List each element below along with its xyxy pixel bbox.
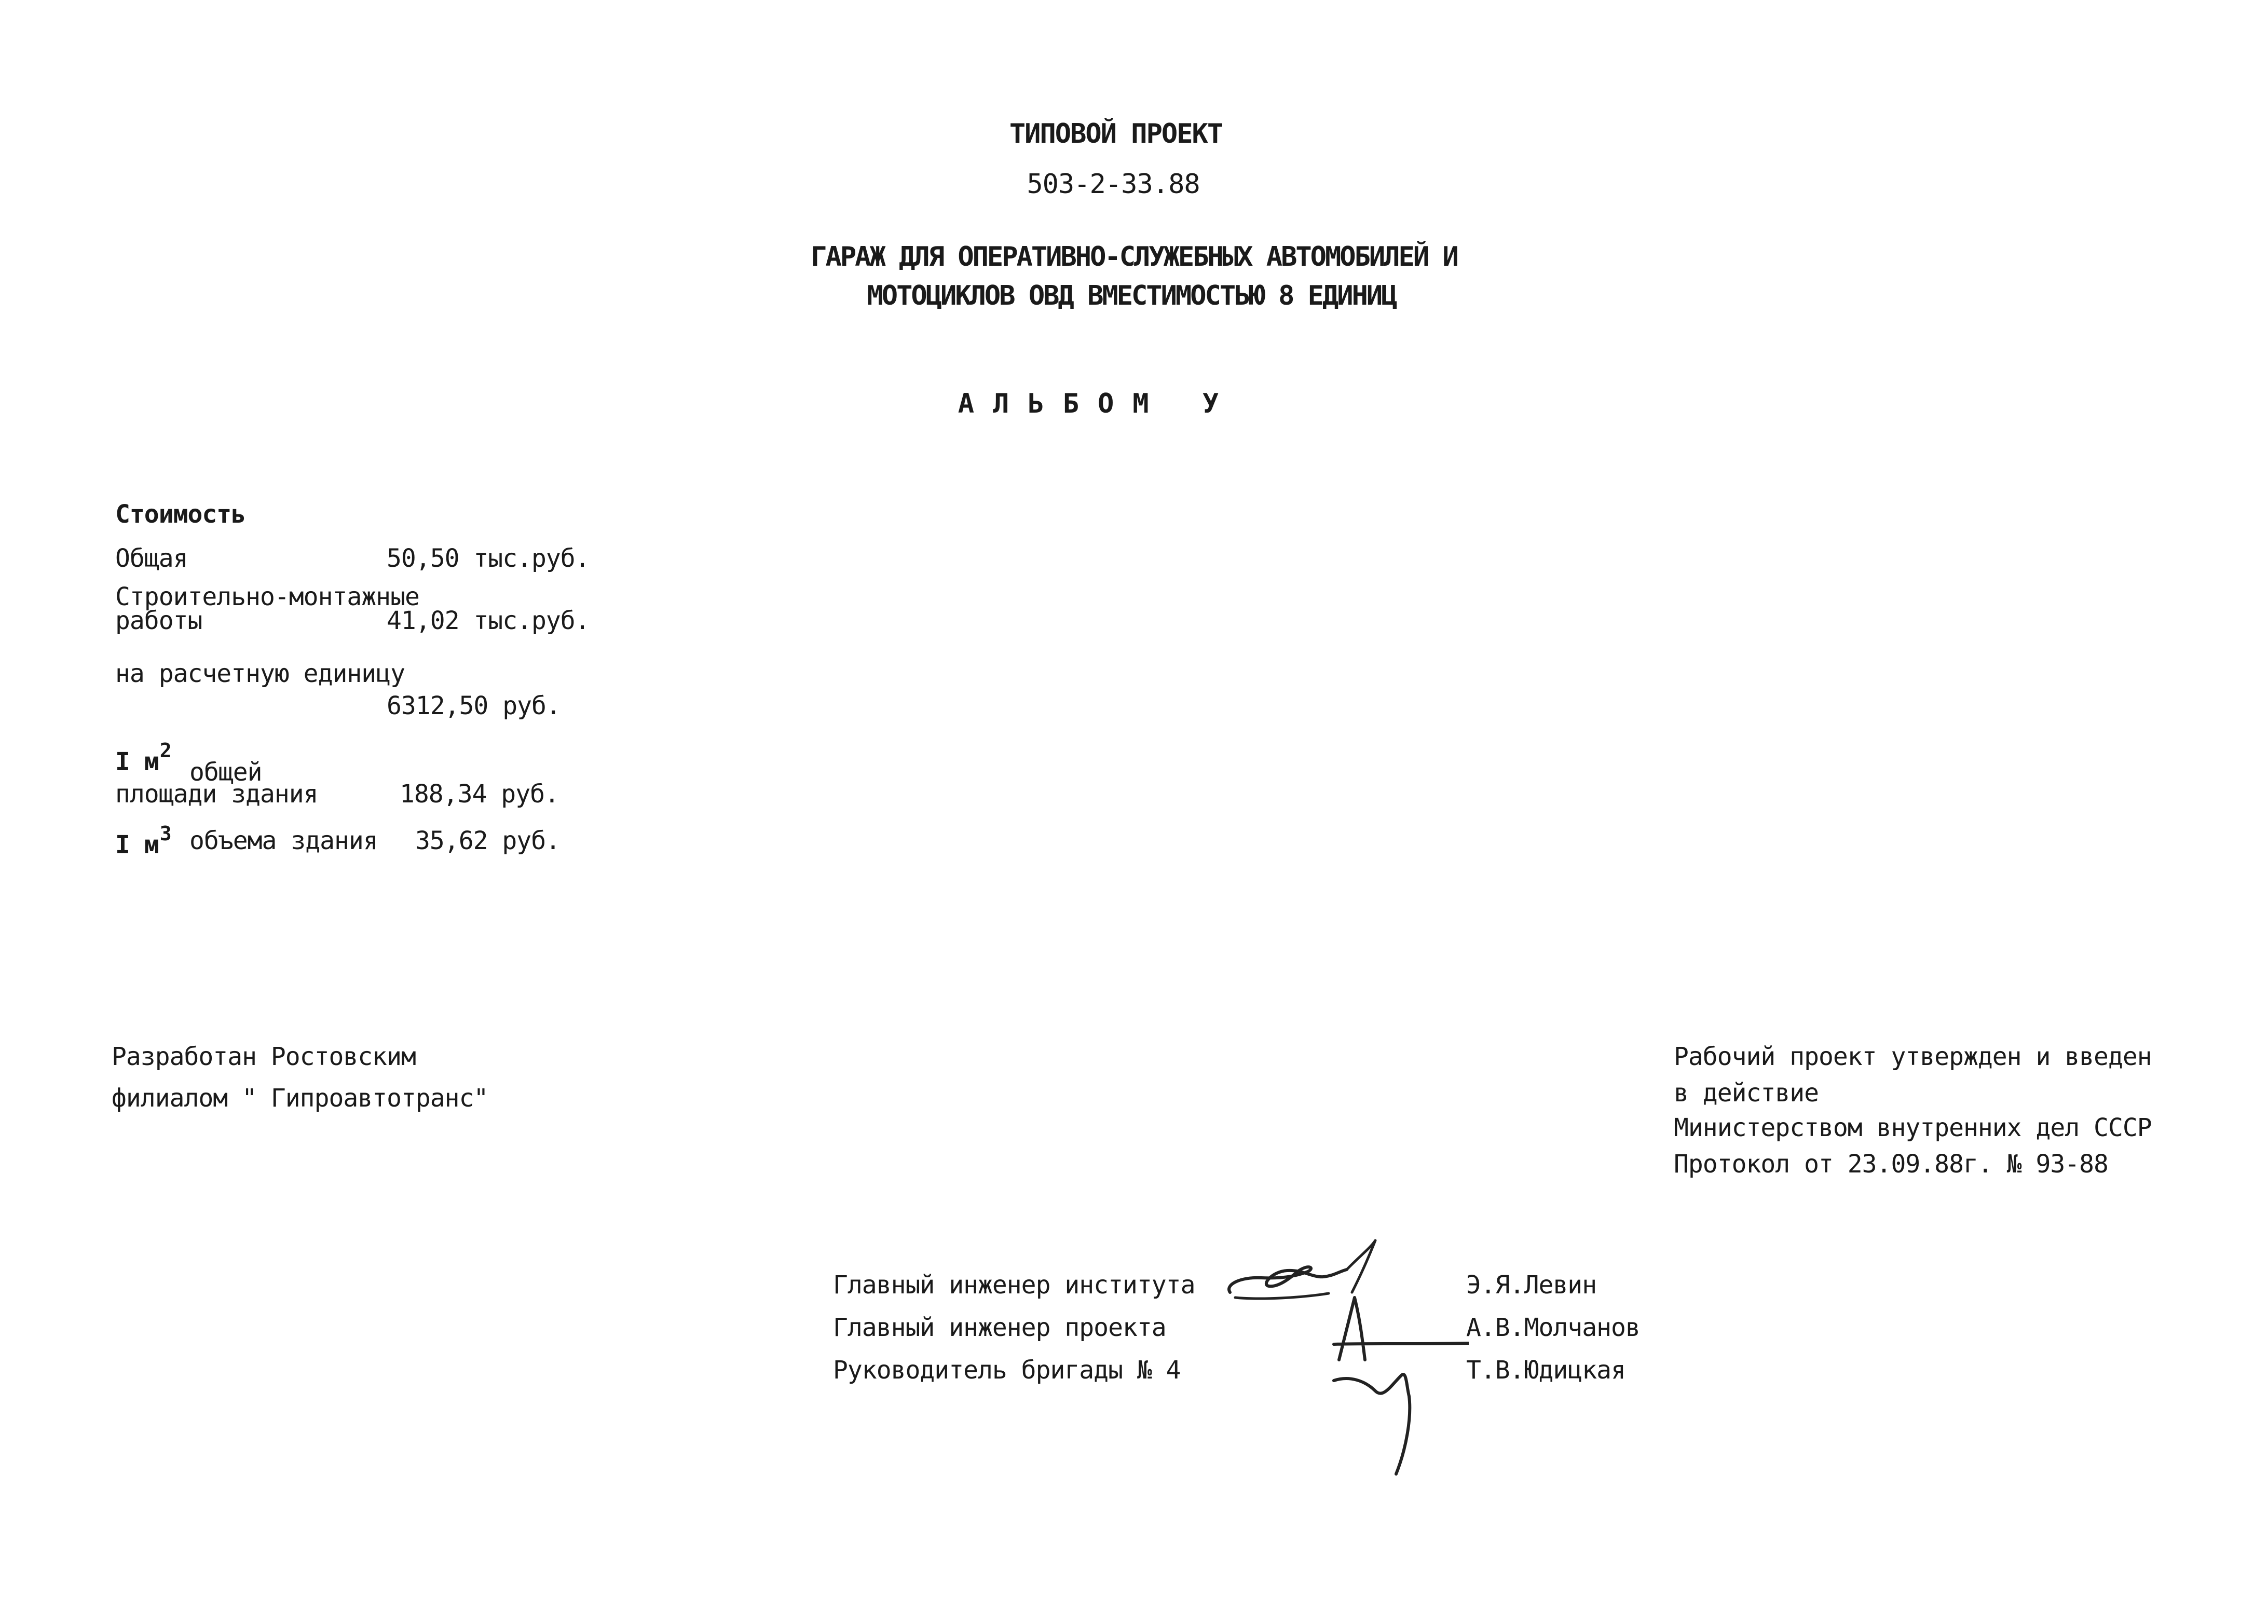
signatory-role: Руководитель бригады № 4: [833, 1356, 1181, 1385]
cost-per-unit-label: на расчетную единицу: [115, 659, 405, 688]
cost-per-m3-power: 3: [159, 822, 171, 845]
approval-line-2: в действие: [1674, 1079, 1819, 1108]
developer-line-1: Разработан Ростовским: [112, 1042, 416, 1071]
developer-line-2: филиалом " Гипроавтотранс": [112, 1084, 488, 1113]
cost-per-m2-value: 188,34 руб.: [400, 780, 559, 809]
cost-per-m3-label: объема здания: [189, 826, 378, 855]
title-line-1: ГАРАЖ ДЛЯ ОПЕРАТИВНО-СЛУЖЕБНЫХ АВТОМОБИЛЕЙ И: [811, 241, 1457, 272]
approval-line-3: Министерством внутренних дел СССР: [1674, 1113, 2152, 1142]
approval-line-1: Рабочий проект утвержден и введен: [1674, 1042, 2152, 1071]
signatory-name: Э.Я.Левин: [1466, 1271, 1597, 1300]
cost-per-m2-label-1: общей: [189, 758, 262, 787]
cost-construction-label-1: Строительно-монтажные: [115, 582, 419, 611]
signature-yuditskaya: [1329, 1339, 1464, 1495]
project-type: ТИПОВОЙ ПРОЕКТ: [1009, 118, 1223, 149]
signatory-name: А.В.Молчанов: [1466, 1313, 1640, 1342]
cost-total-label: Общая: [115, 544, 188, 573]
cost-per-m3-prefix: I м: [115, 830, 159, 859]
cost-per-unit-value: 6312,50 руб.: [387, 691, 561, 720]
cost-construction-value: 41,02 тыс.руб.: [387, 606, 590, 635]
cost-per-m2-label-2: площади здания: [115, 780, 318, 809]
album-label: АЛЬБОМ У: [958, 388, 1238, 419]
signatory-name: Т.В.Юдицкая: [1466, 1356, 1625, 1385]
signatory-role: Главный инженер проекта: [833, 1313, 1166, 1342]
cost-total-value: 50,50 тыс.руб.: [387, 544, 590, 573]
approval-line-4: Протокол от 23.09.88г. № 93-88: [1674, 1150, 2108, 1179]
cost-per-m3-unit: [115, 822, 171, 859]
project-number: 503-2-33.88: [1027, 169, 1200, 200]
cost-per-m2-prefix: I м: [115, 747, 159, 776]
title-line-2: МОТОЦИКЛОВ ОВД ВМЕСТИМОСТЬЮ 8 ЕДИНИЦ: [867, 280, 1396, 311]
cost-per-m2-unit: [115, 739, 171, 776]
cost-per-m2-power: 2: [159, 739, 171, 762]
cost-construction-label-2: работы: [115, 606, 202, 635]
signatory-role: Главный инженер института: [833, 1271, 1195, 1300]
cost-per-m3-value: 35,62 руб.: [415, 826, 560, 855]
cost-heading: Стоимость: [115, 500, 246, 529]
